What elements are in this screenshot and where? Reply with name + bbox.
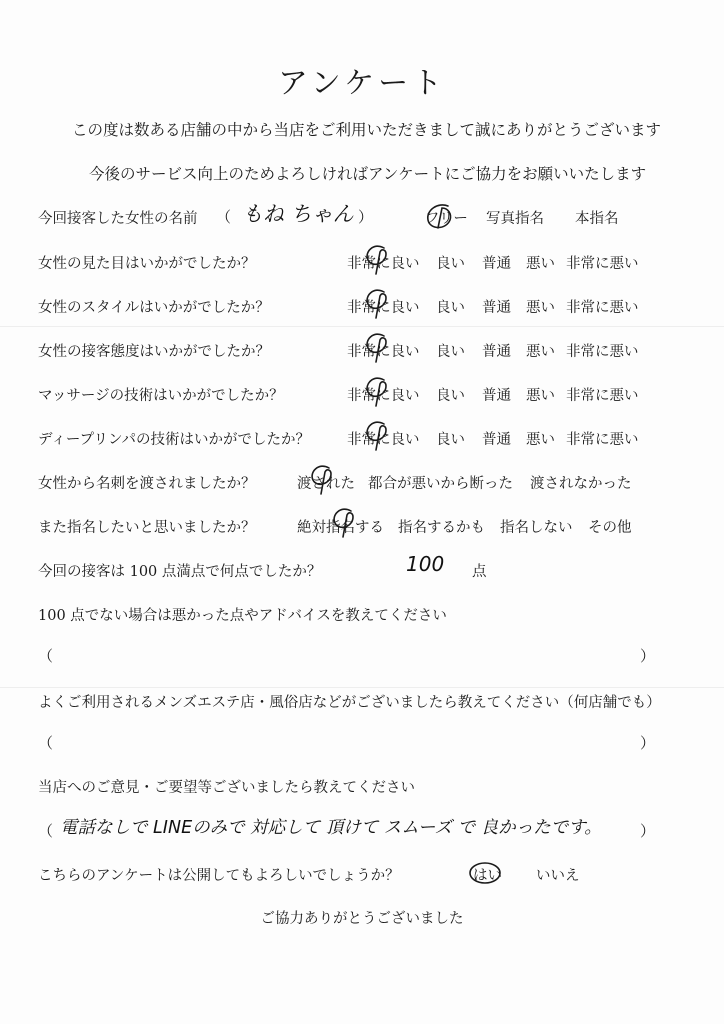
advice-open-paren: （ [38, 647, 54, 665]
revisit-option-maybe[interactable]: 指名するかも [398, 520, 485, 536]
rating-option[interactable]: 非常に良い [347, 344, 420, 360]
revisit-selection-mark [327, 503, 363, 543]
card-option-not-received[interactable]: 渡されなかった [530, 476, 632, 492]
rating-option[interactable]: 良い [436, 344, 465, 360]
rating-option[interactable]: 普通 [482, 256, 511, 272]
shops-question-label: よくご利用されるメンズエステ店・風俗店などがございましたら教えてください（何店舗でも） [38, 695, 661, 711]
rating-question-label: 女性のスタイルはいかがでしたか？ [38, 300, 270, 316]
rating-selection-mark [360, 372, 396, 412]
paper-crease [0, 687, 724, 688]
revisit-option-no[interactable]: 指名しない [500, 520, 573, 536]
free-selection-mark [420, 200, 460, 234]
shops-close-paren: ） [640, 734, 656, 752]
name-option-free[interactable]: フリー [425, 211, 468, 227]
rating-question-label: ディープリンパの技術はいかがでしたか？ [38, 432, 311, 448]
closing-message: ご協力ありがとうございました [260, 911, 464, 927]
publish-option-yes[interactable]: はい [473, 868, 502, 884]
rating-option[interactable]: 良い [436, 256, 465, 272]
rating-option[interactable]: 普通 [482, 388, 511, 404]
rating-selection-mark [360, 240, 396, 280]
rating-selection-mark [360, 328, 396, 368]
rating-option[interactable]: 非常に悪い [566, 432, 639, 448]
paper-crease [0, 326, 724, 327]
page-title: アンケート [277, 66, 447, 101]
rating-option[interactable]: 非常に良い [347, 256, 420, 272]
rating-option[interactable]: 普通 [482, 432, 511, 448]
rating-option[interactable]: 良い [436, 388, 465, 404]
advice-question-label: 100 点でない場合は悪かった点やアドバイスを教えてください [38, 608, 447, 624]
revisit-option-definitely[interactable]: 絶対指名する [297, 520, 384, 536]
intro-line-2: 今後のサービス向上のためよろしければアンケートにご協力をお願いいたします [89, 165, 647, 183]
comment-answer[interactable]: 電話なしで LINEのみで 対応して 頂けて スムーズ で 良かったです。 [60, 818, 602, 838]
name-question-label: 今回接客した女性の名前 [38, 211, 198, 227]
rating-option[interactable]: 悪い [526, 344, 555, 360]
rating-option[interactable]: 普通 [482, 344, 511, 360]
name-open-paren: （ [216, 208, 232, 226]
rating-option[interactable]: 普通 [482, 300, 511, 316]
rating-option[interactable]: 良い [436, 300, 465, 316]
rating-option[interactable]: 良い [436, 432, 465, 448]
score-question-label: 今回の接客は 100 点満点で何点でしたか？ [38, 564, 322, 580]
rating-option[interactable]: 非常に悪い [566, 344, 639, 360]
rating-option[interactable]: 悪い [526, 300, 555, 316]
comment-open-paren: （ [38, 822, 54, 840]
rating-selection-mark [360, 284, 396, 324]
rating-option[interactable]: 非常に良い [347, 300, 420, 316]
card-option-declined[interactable]: 都合が悪いから断った [368, 476, 513, 492]
advice-close-paren: ） [640, 647, 656, 665]
advice-answer-field[interactable] [64, 645, 624, 667]
name-answer[interactable]: もね ちゃん [242, 202, 354, 226]
score-unit: 点 [472, 564, 487, 580]
rating-option[interactable]: 非常に悪い [566, 388, 639, 404]
name-option-photo[interactable]: 写真指名 [486, 211, 544, 227]
shops-answer-field[interactable] [64, 732, 624, 754]
rating-option[interactable]: 非常に良い [347, 432, 420, 448]
card-option-received[interactable]: 渡された [297, 476, 355, 492]
comment-close-paren: ） [640, 822, 656, 840]
rating-question-label: マッサージの技術はいかがでしたか？ [38, 388, 284, 404]
card-question-label: 女性から名刺を渡されましたか？ [38, 476, 256, 492]
rating-option[interactable]: 非常に良い [347, 388, 420, 404]
comment-question-label: 当店へのご意見・ご要望等ございましたら教えてください [38, 780, 415, 796]
rating-option[interactable]: 非常に悪い [566, 300, 639, 316]
shops-open-paren: （ [38, 734, 54, 752]
name-close-paren: ） [358, 208, 374, 226]
revisit-question-label: また指名したいと思いましたか？ [38, 520, 256, 536]
rating-option[interactable]: 悪い [526, 256, 555, 272]
publish-selection-circle [466, 860, 504, 886]
rating-option[interactable]: 非常に悪い [566, 256, 639, 272]
rating-selection-mark [360, 416, 396, 456]
intro-line-1: この度は数ある店舗の中から当店をご利用いただきまして誠にありがとうございます [72, 121, 662, 139]
revisit-option-other[interactable]: その他 [588, 520, 632, 536]
name-option-regular[interactable]: 本指名 [575, 211, 619, 227]
score-answer[interactable]: 100 [406, 552, 445, 576]
card-selection-mark [305, 460, 341, 500]
rating-question-label: 女性の見た目はいかがでしたか？ [38, 256, 256, 272]
rating-option[interactable]: 悪い [526, 388, 555, 404]
publish-question-label: こちらのアンケートは公開してもよろしいでしょうか？ [38, 868, 400, 884]
rating-option[interactable]: 悪い [526, 432, 555, 448]
publish-option-no[interactable]: いいえ [536, 868, 580, 884]
rating-question-label: 女性の接客態度はいかがでしたか？ [38, 344, 270, 360]
